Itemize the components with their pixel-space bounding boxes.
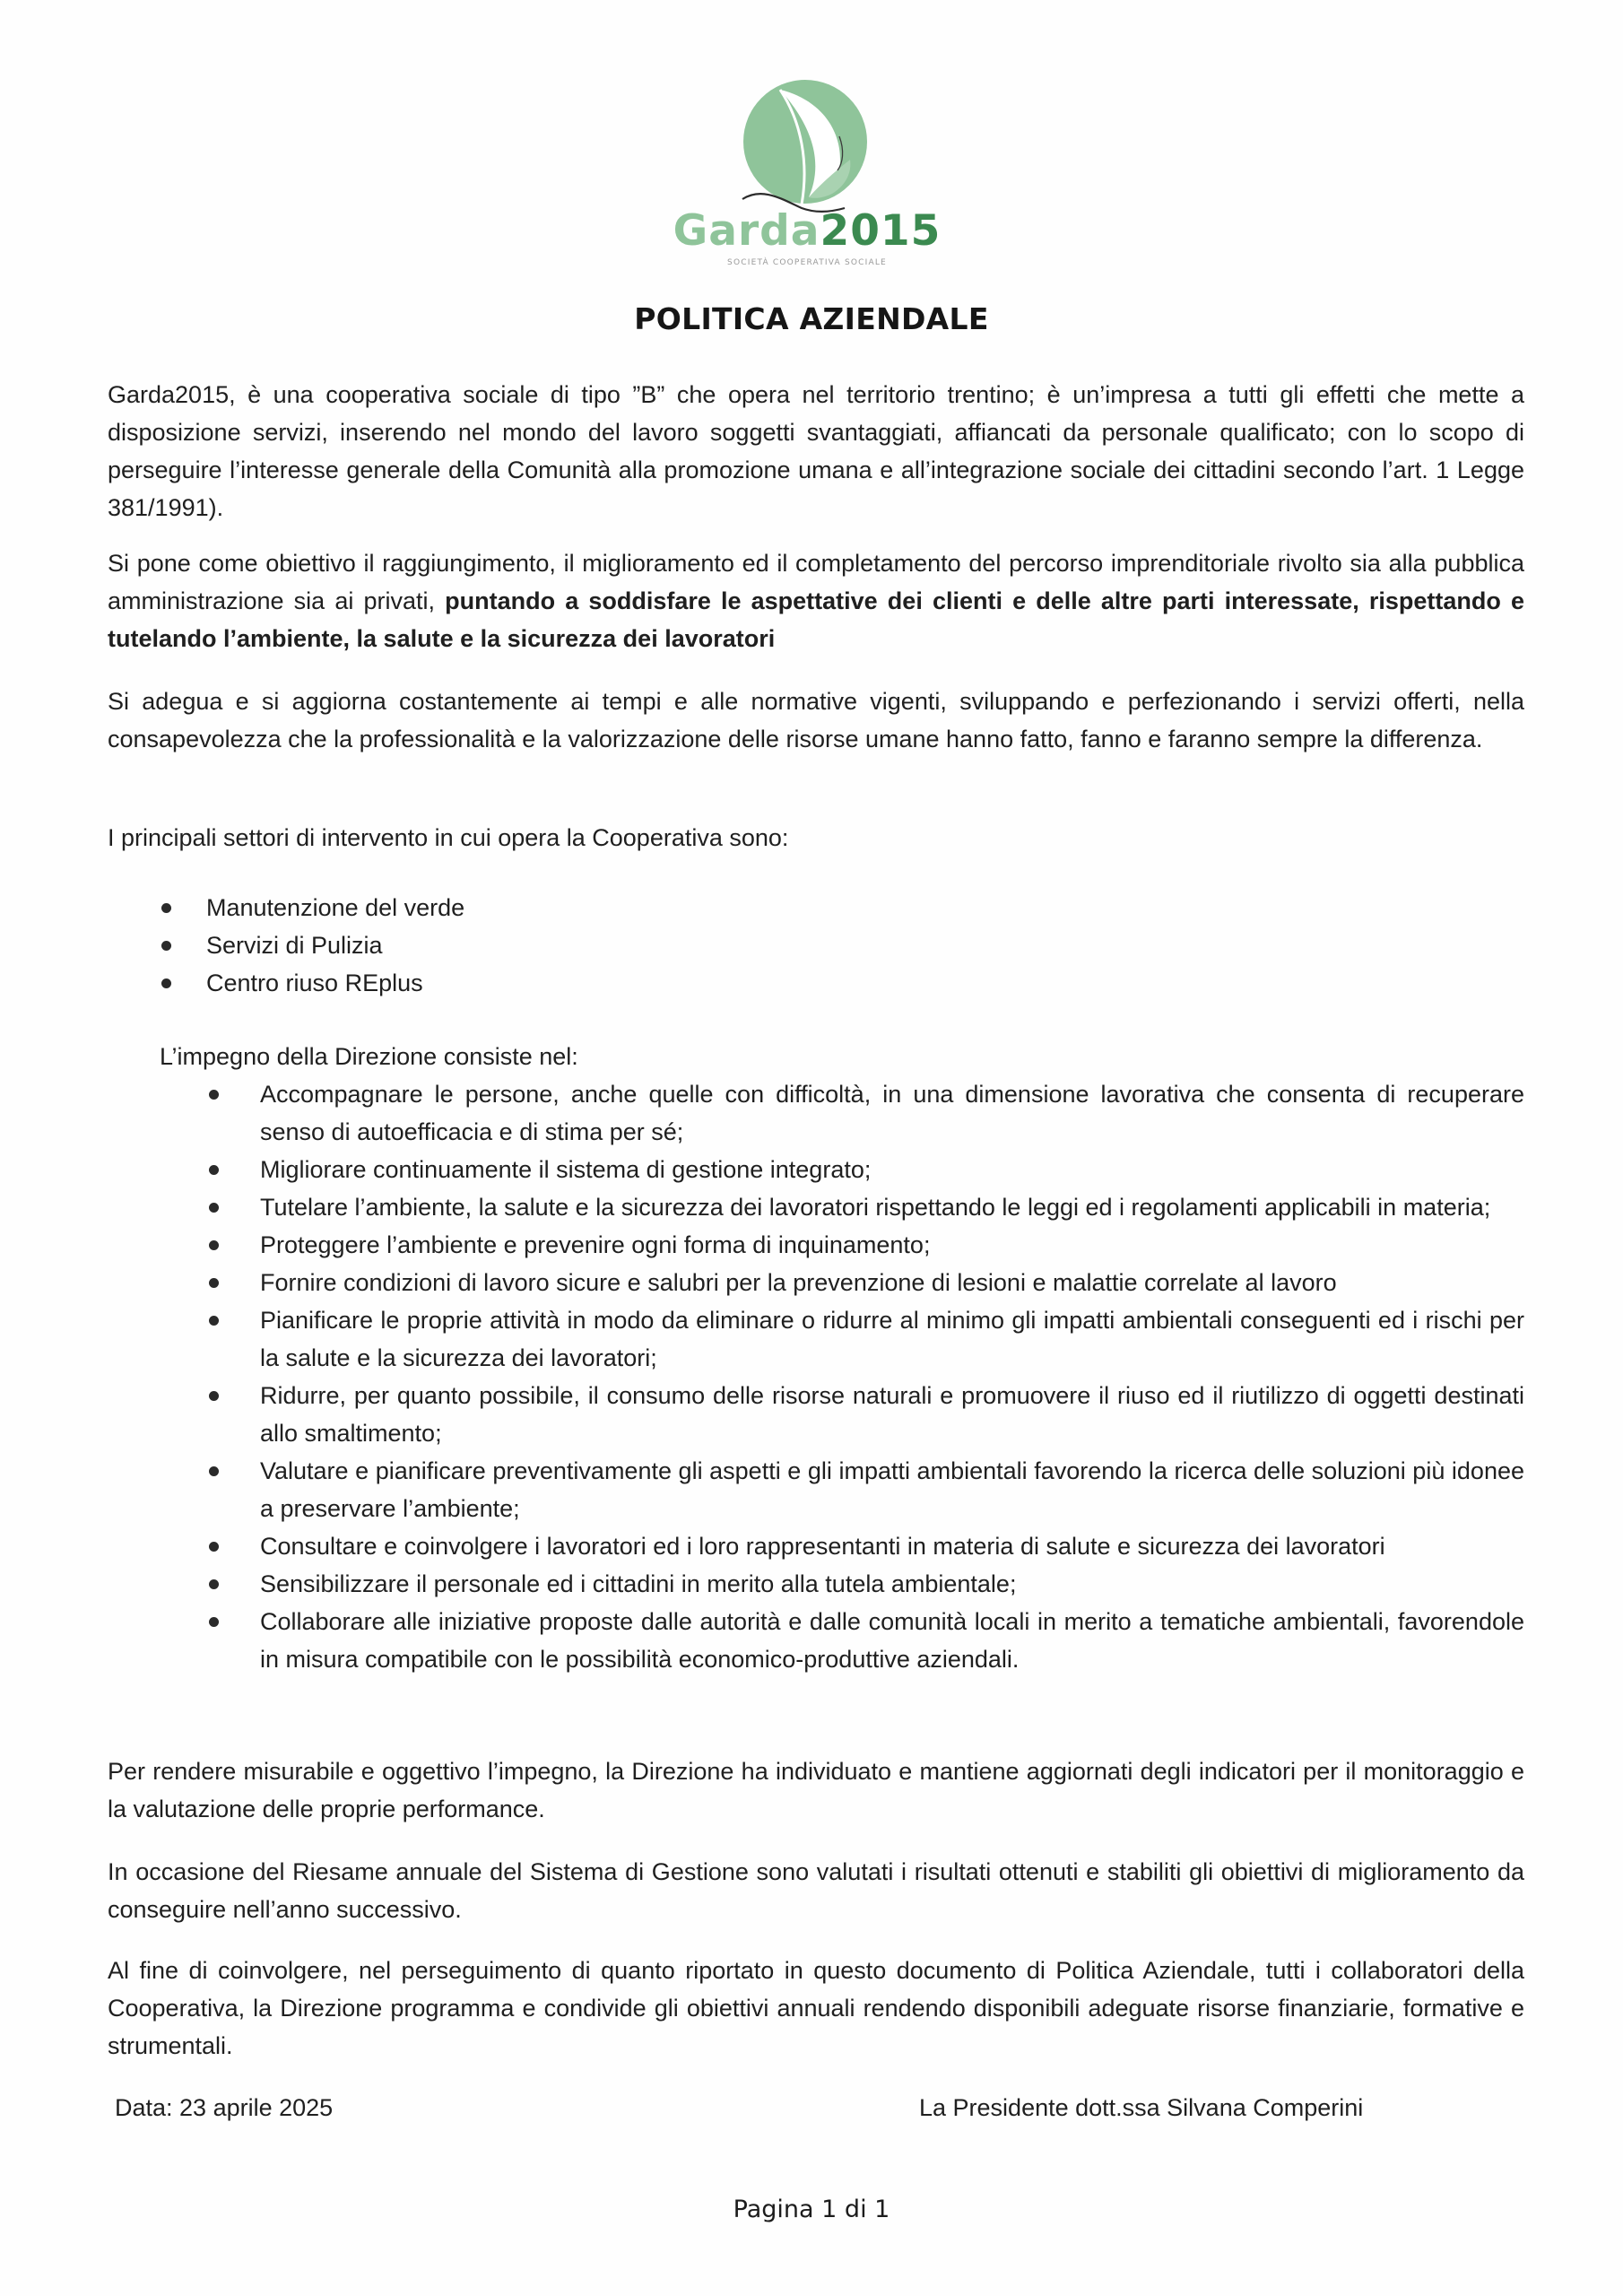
commitments-list [160, 1075, 1524, 1678]
bullet-icon [209, 1203, 219, 1213]
commitment-text: Consultare e coinvolgere i lavoratori ed i loro rappresentanti in materia di salute e sicurezza dei lavoratori [260, 1533, 1385, 1560]
bullet-icon [209, 1278, 219, 1288]
commitment-item [160, 1226, 1524, 1264]
document-date: Data: 23 aprile 2025 [115, 2094, 334, 2121]
commitment-item [160, 1301, 1524, 1377]
commitment-item [160, 1075, 1524, 1151]
sector-item [108, 964, 1004, 1002]
sectors-intro: I principali settori di intervento in cui opera la Cooperativa sono: [108, 824, 789, 851]
commitment-text: Accompagnare le persone, anche quelle con difficoltà, in una dimensione lavorativa che consenta di recuperare senso di autoefficacia e di stima per sé; [260, 1081, 1524, 1145]
commitment-text: Tutelare l’ambiente, la salute e la sicurezza dei lavoratori rispettando le leggi ed i regolamenti applicabili in materia; [260, 1194, 1491, 1221]
commitment-item [160, 1527, 1524, 1565]
intro-paragraph: Garda2015, è una cooperativa sociale di tipo ”B” che opera nel territorio trentino; è un’impresa a tutti gli effetti che mette a disposizione servizi, inserendo nel mondo del lavoro soggetti svantaggiati, affiancati da personale qualificato; con lo scopo di perseguire l’interesse generale della Comunità alla promozione umana e all’integrazione sociale dei cittadini secondo l’art. 1 Legge 381/1991). [108, 381, 1524, 521]
objective-text: Si pone come obiettivo il raggiungimento, il miglioramento ed il completamento del percorso imprenditoriale rivolto sia alla pubblica amministrazione sia ai privati, [108, 550, 1524, 614]
commitment-item [160, 1603, 1524, 1678]
objective-emphasis: puntando a soddisfare le aspettative dei clienti e delle altre parti interessate, rispettando e tutelando l’ambiente, la salute e la sicurezza dei lavoratori [108, 587, 1524, 652]
bullet-icon [209, 1579, 219, 1589]
bullet-icon [209, 1316, 219, 1326]
sectors-list [108, 889, 1004, 1002]
bullet-icon [209, 1617, 219, 1627]
commitment-item [160, 1565, 1524, 1603]
commitment-text: Ridurre, per quanto possibile, il consumo delle risorse naturali e promuovere il riuso ed il riutilizzo di oggetti destinati allo smaltimento; [260, 1382, 1524, 1447]
commitment-text: Collaborare alle iniziative proposte dalle autorità e dalle comunità locali in merito a tematiche ambientali, favorendole in misura compatibile con le possibilità economico-produttive aziendali. [260, 1608, 1524, 1673]
sector-label: Centro riuso REplus [206, 970, 423, 996]
bullet-icon [209, 1240, 219, 1250]
commitment-intro: L’impegno della Direzione consiste nel: [160, 1043, 578, 1070]
bullet-icon [209, 1542, 219, 1552]
sector-item [108, 926, 1004, 964]
sector-item [108, 889, 1004, 926]
indicators-paragraph: Per rendere misurabile e oggettivo l’impegno, la Direzione ha individuato e mantiene aggiornati degli indicatori per il monitoraggio e la valutazione delle proprie performance. [108, 1758, 1524, 1822]
sector-label: Servizi di Pulizia [206, 932, 383, 959]
review-paragraph: In occasione del Riesame annuale del Sistema di Gestione sono valutati i risultati ottenuti e stabiliti gli obiettivi di miglioramento da conseguire nell’anno successivo. [108, 1858, 1524, 1923]
bullet-icon [209, 1391, 219, 1401]
commitment-text: Sensibilizzare il personale ed i cittadini in merito alla tutela ambientale; [260, 1570, 1017, 1597]
logo-wordmark-2015: 2015 [820, 206, 942, 256]
commitment-item [160, 1377, 1524, 1452]
bullet-icon [209, 1090, 219, 1100]
logo-wordmark-garda: Garda [673, 206, 820, 256]
logo-tagline: SOCIETÀ COOPERATIVA SOCIALE [727, 258, 887, 267]
company-logo [664, 74, 950, 275]
involvement-paragraph: Al fine di coinvolgere, nel perseguimento di quanto riportato in questo documento di Politica Aziendale, tutti i collaboratori della Cooperativa, la Direzione programma e condivide gli obiettivi annuali rendendo disponibili adeguate risorse finanziarie, formative e strumentali. [108, 1957, 1524, 2059]
commitment-item [160, 1151, 1524, 1188]
commitment-text: Migliorare continuamente il sistema di gestione integrato; [260, 1156, 872, 1183]
leaf-sail-circle-logo-icon [726, 74, 888, 222]
bullet-icon [161, 941, 171, 951]
commitment-text: Proteggere l’ambiente e prevenire ogni forma di inquinamento; [260, 1231, 931, 1258]
adaptation-paragraph: Si adegua e si aggiorna costantemente ai tempi e alle normative vigenti, sviluppando e perfezionando i servizi offerti, nella consapevolezza che la professionalità e la valorizzazione delle risorse umane hanno fatto, fanno e faranno sempre la differenza. [108, 688, 1524, 752]
bullet-icon [161, 903, 171, 913]
bullet-icon [209, 1165, 219, 1175]
sector-label: Manutenzione del verde [206, 894, 465, 921]
commitment-item [160, 1264, 1524, 1301]
commitment-item [160, 1188, 1524, 1226]
commitment-item [160, 1452, 1524, 1527]
commitment-text: Fornire condizioni di lavoro sicure e salubri per la prevenzione di lesioni e malattie correlate al lavoro [260, 1269, 1337, 1296]
page-number: Pagina 1 di 1 [733, 2196, 890, 2223]
bullet-icon [161, 978, 171, 988]
bullet-icon [209, 1466, 219, 1476]
logo-wordmark [664, 206, 950, 257]
objective-paragraph [108, 544, 1524, 657]
page-title: POLITICA AZIENDALE [634, 301, 989, 336]
commitment-text: Pianificare le proprie attività in modo da eliminare o ridurre al minimo gli impatti ambientali conseguenti ed i rischi per la salute e la sicurezza dei lavoratori; [260, 1307, 1524, 1371]
commitment-text: Valutare e pianificare preventivamente gli aspetti e gli impatti ambientali favorendo la ricerca delle soluzioni più idonee a preservare l’ambiente; [260, 1457, 1524, 1522]
signature-line: La Presidente dott.ssa Silvana Comperini [919, 2094, 1364, 2121]
